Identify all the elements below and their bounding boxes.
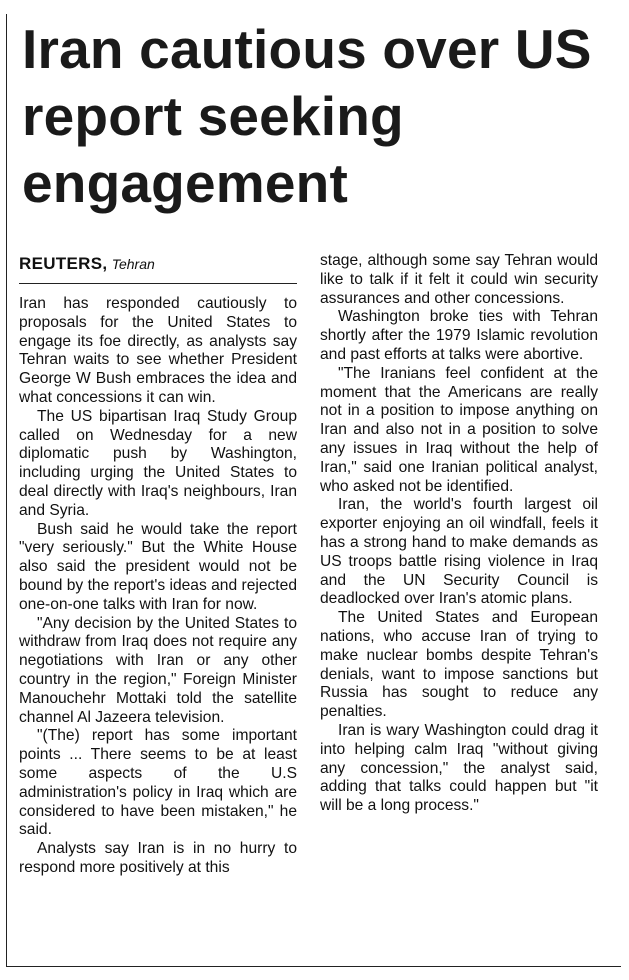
paragraph: Iran is wary Washington could drag it into helping calm Iraq "without giving any concession," the analyst said, adding that talks could happen but "it will be a long process." xyxy=(320,721,598,815)
paragraph: "Any decision by the United States to withdraw from Iraq does not require any negotiations with Iran or any other country in the region," Foreign Minister Manouchehr Mottaki told the satellite channel Al Jazeera television. xyxy=(19,614,297,726)
bottom-border-rule xyxy=(6,966,621,967)
article-column-left xyxy=(19,252,297,878)
paragraph: "The Iranians feel confident at the moment that the Americans are really not in a position to impose anything on Iran and also not in a position to solve any issues in Iraq without the help of Iran," said one Iranian political analyst, who asked not be identified. xyxy=(320,364,598,495)
paragraph: Washington broke ties with Tehran shortly after the 1979 Islamic revolution and past efforts at talks were abortive. xyxy=(320,308,598,363)
paragraph: Analysts say Iran is in no hurry to respond more positively at this xyxy=(19,840,297,876)
paragraph: Iran, the world's fourth largest oil exporter enjoying an oil windfall, feels it has a strong hand to make demands as US troops battle rising violence in Iraq and the UN Security Council is deadlocked over Iran's atomic plans. xyxy=(320,496,598,608)
byline-source: REUTERS, xyxy=(19,254,108,273)
article-column-right xyxy=(320,252,598,816)
left-column-rule xyxy=(6,14,7,966)
paragraph: The US bipartisan Iraq Study Group called on Wednesday for a new diplomatic push by Washington, including urging the United States to deal directly with Iraq's neighbours, Iran and Syria. xyxy=(19,407,297,519)
paragraph: "(The) report has some important points ... There seems to be at least some aspects of the U.S administration's policy in Iraq which are considered to have been mistaken," he said. xyxy=(19,727,297,839)
byline-location: Tehran xyxy=(111,256,155,272)
paragraph: Iran has responded cautiously to proposals for the United States to engage its foe directly, as analysts say Tehran waits to see whether President George W Bush embraces the idea and what concessions it can win. xyxy=(19,295,297,406)
paragraph-continued: stage, although some say Tehran would like to talk if it felt it could win security assurances and other concessions. xyxy=(320,252,598,307)
headline: Iran cautious over US report seeking engagement xyxy=(22,18,592,214)
paragraph: Bush said he would take the report "very seriously." But the White House also said the president would not be bound by the report's ideas and rejected one-on-one talks with Iran for now. xyxy=(19,520,297,613)
paragraph: The United States and European nations, who accuse Iran of trying to make nuclear bombs despite Tehran's denials, want to impose sanctions but Russia has sought to reduce any penalties. xyxy=(320,609,598,721)
byline xyxy=(19,252,297,284)
